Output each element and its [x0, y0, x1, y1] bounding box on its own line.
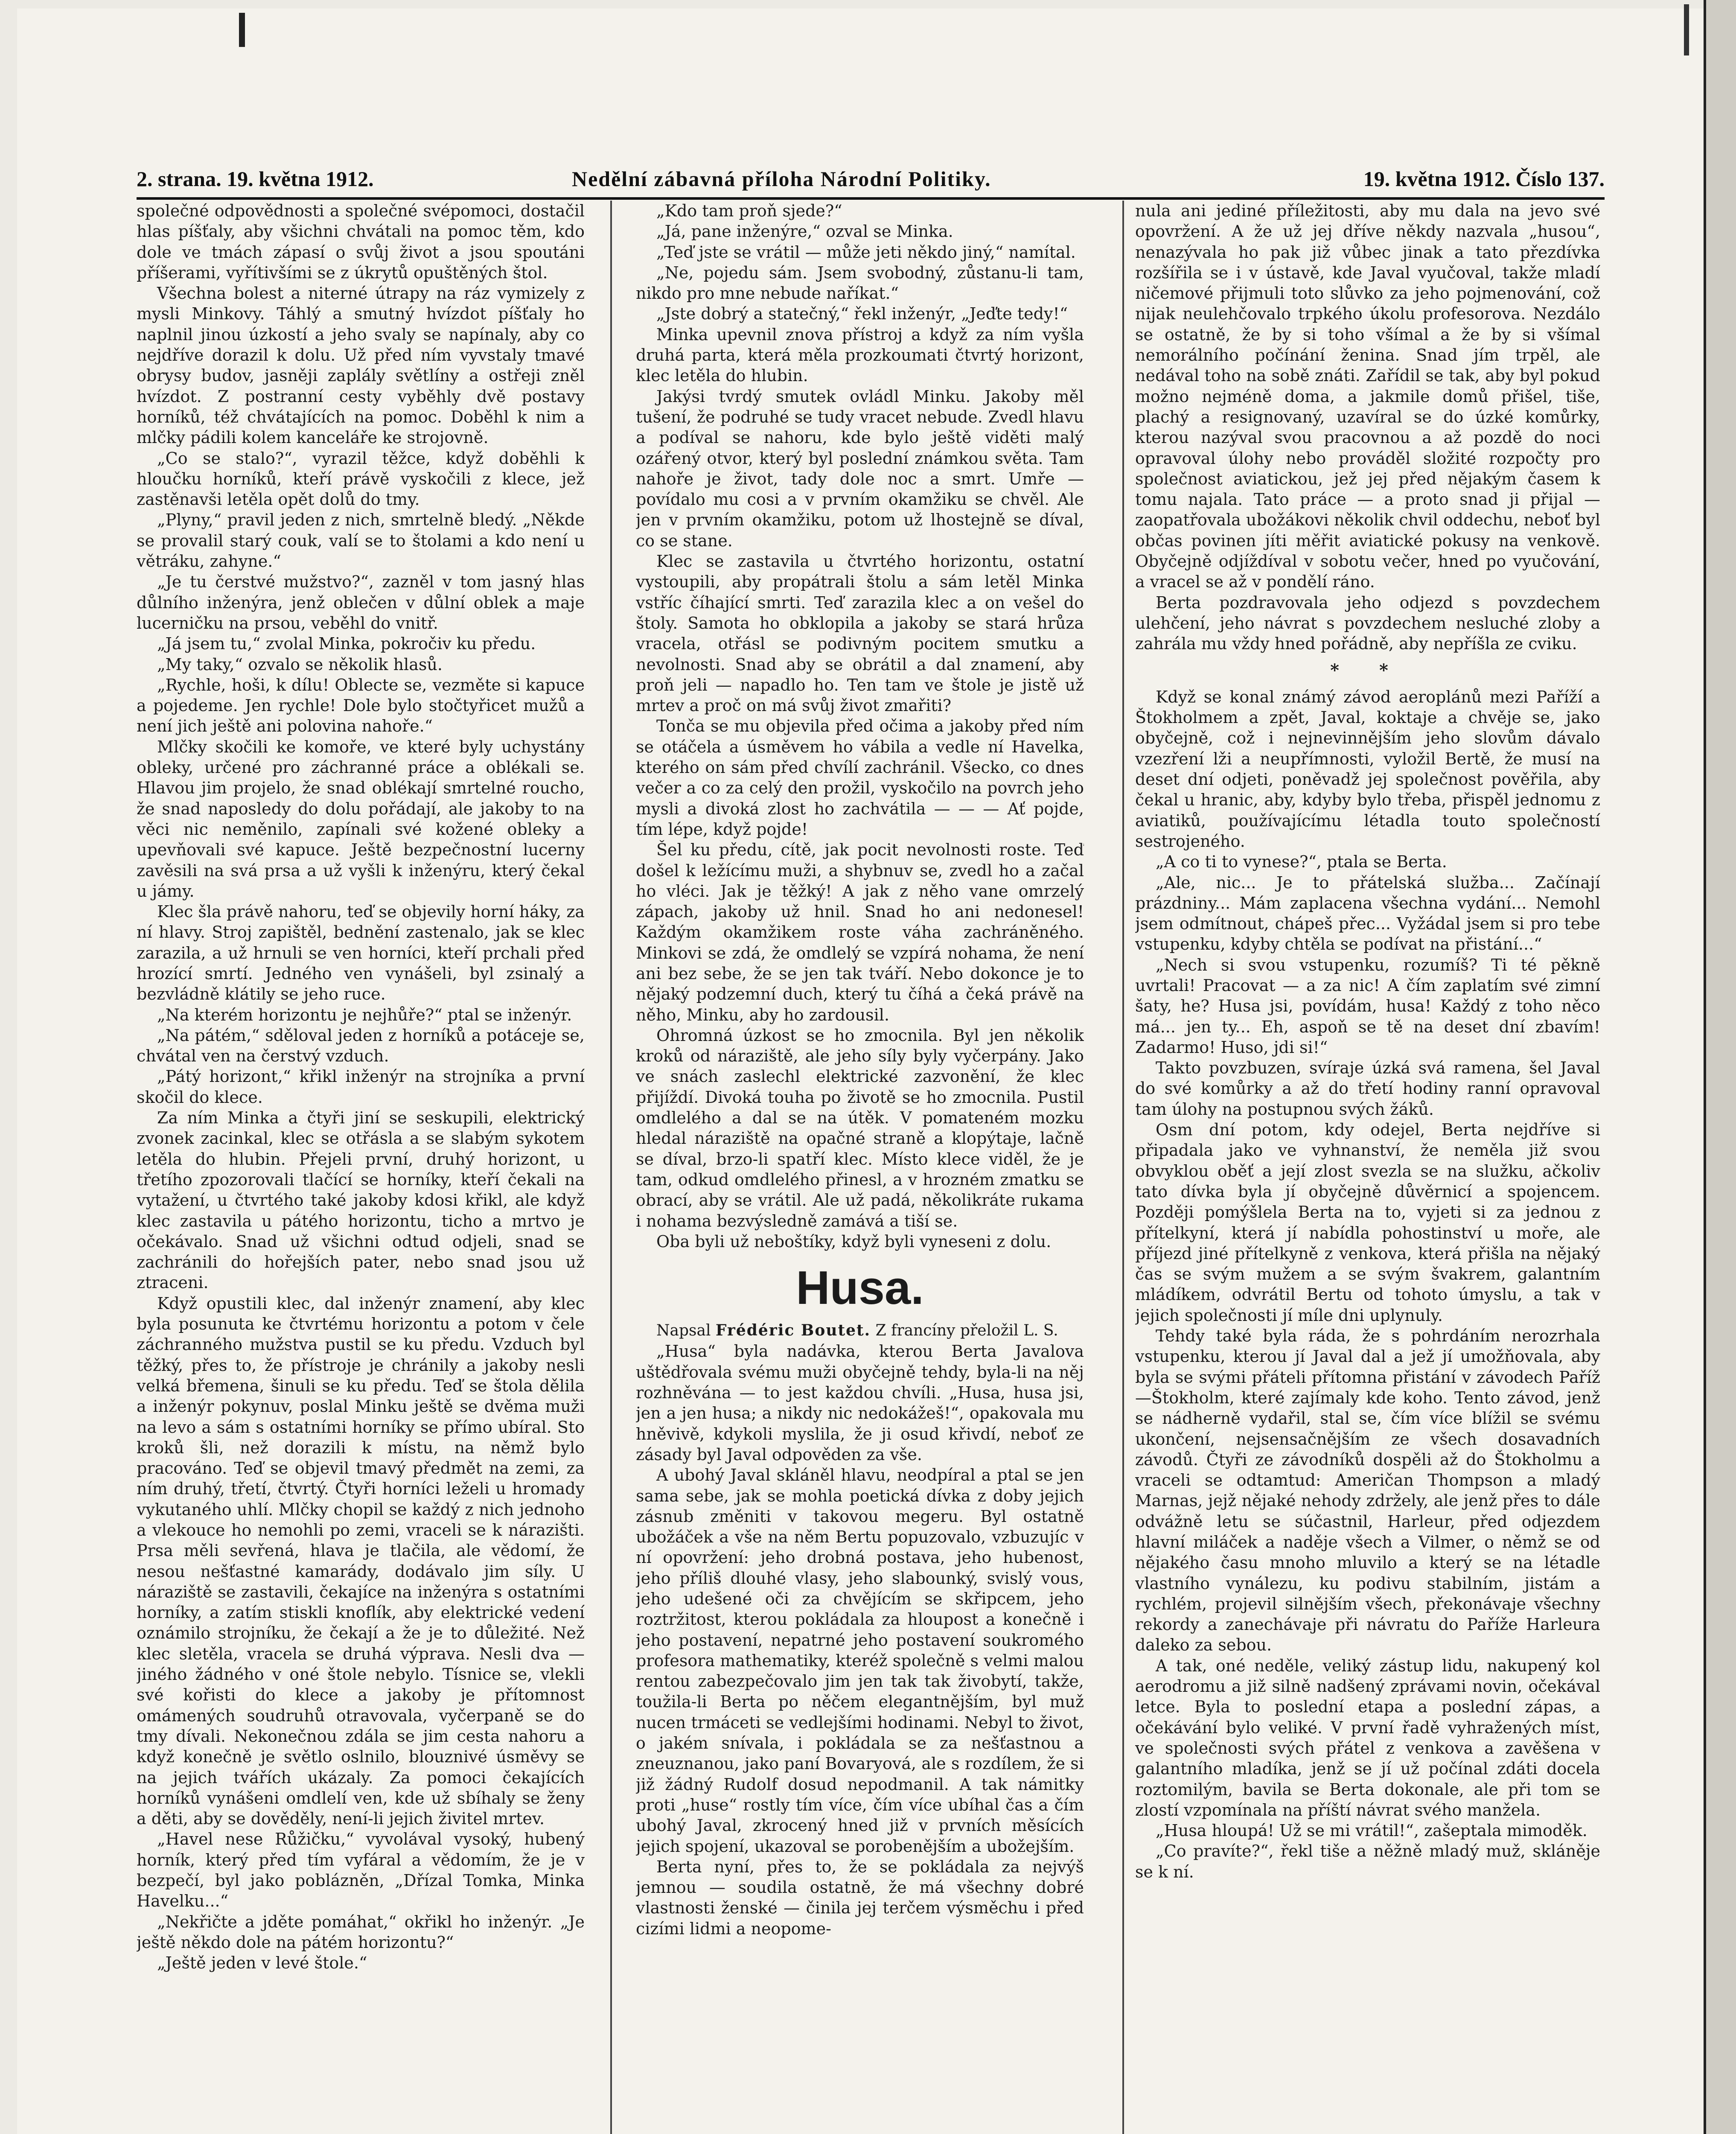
paragraph: Za ním Minka a čtyři jiní se seskupili, elektrický zvonek zacinkal, klec se otřásla a se slabým sykotem letěla do hlubin. Přejeli první, druhý horizont, u třetího zpozorovali tlačící se horníky, kteří čekali na vytažení, u čtvrtého také jakoby kdosi křikl, ale když klec zastavila u pátého horizontu, ticho a mrtvo je očekávalo. Snad už všichni odtud odjeli, snad se zachránili do hořejších pater, nebo snad jsou už ztraceni. — [137, 1108, 585, 1292]
paragraph: „Husa hloupá! Už se mi vrátil!“, zašeptala mimoděk. — [1156, 1821, 1587, 1840]
story-translation: Z francíny přeložil L. S. — [875, 1322, 1058, 1340]
paragraph: „Nech si svou vstupenku, rozumíš? Ti té pěkně uvrtali! Pracovat — a za nic! A čím zaplatím své zimní šaty, he? Husa jsi, povídám, husa! Každý z toho něco má... jen ty... Eh, aspoň se tě na deset dní zbavím! Zadarmo! Huso, jdi si!“ — [1135, 955, 1600, 1057]
paragraph: „Teď jste se vrátil — může jeti někdo jiný,“ namítal. — [656, 242, 1076, 262]
paragraph: Klec se zastavila u čtvrtého horizontu, ostatní vystoupili, aby propátrali štolu a sám letěl Minka vstříc číhající smrti. Teď zarazila klec a on vešel do štoly. Samota ho obklopila a jakoby se stará hrůza vracela, otřásl se podivným pocitem smutku a nevolnosti. Snad aby se obrátil a dal znamení, aby proň jeli — napadlo ho. Ten tam ve štole je jistě už mrtev a proč on má svůj život zmařiti? — [636, 552, 1084, 715]
byline-prefix: Napsal — [656, 1322, 711, 1340]
section-separator: * * — [1330, 660, 1405, 680]
paragraph: „Na pátém,“ sděloval jeden z horníků a potáceje se, chvátal ven na čerstvý vzduch. — [137, 1026, 585, 1066]
paragraph: Berta nyní, přes to, že se pokládala za nejvýš jemnou — soudila ostatně, že má všechny dobré vlastnosti ženské — činila jej terčem výsměchu i před cizími lidmi a neopome- — [636, 1857, 1084, 1938]
paragraph: Mlčky skočili ke komoře, ve které byly uchystány obleky, určené pro záchranné práce a oblékali se. Hlavou jim projelo, že snad oblékají smrtelné roucho, že snad naposledy do dolu pořádají, ale jakoby to na věci nic neměnilo, zapínali své kožené obleky a upevňovali své kapuce. Ještě bezpečnostní lucerny zavěsili na svá prsa a už vyšli k inženýru, který čekal u jámy. — [137, 737, 585, 901]
paragraph: Jakýsi tvrdý smutek ovládl Minku. Jakoby měl tušení, že podruhé se tudy vracet nebude. Zvedl hlavu a podíval se nahoru, kde bylo ještě viděti malý ozářený otvor, který byl poslední známkou světa. Tam nahoře je život, tady dole noc a smrt. Umře — povídalo mu cosi a v prvním okamžiku se chvěl. Ale jen v prvním okamžiku, potom už lhostejně se díval, co se stane. — [636, 387, 1084, 550]
header-publication: Nedělní zábavná příloha Národní Politiky. — [572, 167, 991, 191]
header-rule — [137, 197, 1605, 200]
paragraph: Když opustili klec, dal inženýr znamení, aby klec byla posunuta ke čtvrtému horizontu a potom v čele záchranného mužstva pustil se ku předu. Vzduch byl těžký, přes to, že přístroje je chránily a jakoby nesli velká břemena, šinuli se ku předu. Teď se štola dělila a inženýr pokynuv, poslal Minku ještě se dvěma muži na levo a sám s ostatními horníky se přímo ubíral. Sto kroků šli, než dorazili k místu, na němž bylo pracováno. Teď se objevil tmavý předmět na zemi, za ním druhý, třetí, čtvrtý. Čtyři horníci leželi u hromady vykutaného uhlí. Mlčky chopil se každý z nich jednoho a vlekouce ho nemohli po zemi, vraceli se k nárazišti. Prsa měli sevřená, hlava je tlačila, ale vědomí, že nesou nešťastné kamarády, dodávalo jim síly. U náraziště se zastavili, čekajíce na inženýra s ostatními horníky, a zatím stiskli knoflík, aby elektrické vedení oznámilo strojníku, že čekají a že je to důležité. Než klec sletěla, vracela se druhá výprava. Nesli dva — jiného žádného v oné štole nebylo. Tísnice se, vlekli své kořisti do klece a jakoby je přítomnost omámených soudruhů otravovala, vyčerpaně se do tmy dívali. Nekonečnou zdála se jim cesta nahoru a když konečně je světlo oslnilo, blouznivé úsměvy se na jejich tvářích ukázaly. Za pomoci čekajících horníků vynášeni omdlelí ven, kde už sbíhaly se ženy a děti, aby se dověděly, není-li jejich živitel mrtev. — [137, 1294, 585, 1828]
scan-mark — [239, 13, 245, 47]
paragraph: Šel ku předu, cítě, jak pocit nevolnosti roste. Teď došel k ležícímu muži, a shybnuv se, zvedl ho a začal ho vléci. Jak je těžký! A jak z něho vane omrzelý zápach, jakoby už hnil. Snad ho ani nedonesel! Každým okamžikem roste váha zachráněného. Minkovi se zdá, že omdlelý se vzpírá nohama, že není ani bez sebe, že se jen tak tváří. Nebo dokonce je to nějaký podzemní duch, který tu číhá a čeká právě na něho, Minku, aby ho zardousil. — [636, 840, 1084, 1024]
column-2 — [636, 201, 1084, 2134]
paragraph: „Rychle, hoši, k dílu! Oblecte se, vezměte si kapuce a pojedeme. Jen rychle! Dole bylo stočtyřicet mužů a není jich ještě ani polovina nahoře.“ — [137, 675, 585, 736]
paragraph: Oba byli už neboštíky, když byli vyneseni z dolu. — [656, 1232, 1052, 1251]
header-page-date: 2. strana. 19. května 1912. — [137, 167, 374, 191]
story-title: Husa. — [796, 1262, 924, 1315]
paragraph: Všechna bolest a niterné útrapy na ráz vymizely z mysli Minkovy. Táhlý a smutný hvízdot píšťaly ho naplnil jinou úzkostí a jeho svaly se napínaly, aby co nejdříve dorazil k dolu. Už před ním vyvstaly tmavé obrysy budov, jasněji zaplály světlíny a ostřeji zněl hvízdot. Z postranní cesty vyběhly dvě postavy horníků, též chvátajících na pomoc. Doběhl k nim a mlčky pádili kolem kanceláře ke strojovně. — [137, 284, 585, 447]
paragraph: „Ne, pojedu sám. Jsem svobodný, zůstanu-li tam, nikdo pro mne nebude naříkat.“ — [636, 263, 1084, 303]
column-divider — [610, 201, 612, 2134]
paragraph: Minka upevnil znova přístroj a když za ním vyšla druhá parta, která měla prozkoumati čtvrtý horizont, klec letěla do hlubin. — [636, 325, 1084, 385]
paragraph: „Já, pane inženýre,“ ozval se Minka. — [656, 222, 953, 241]
paragraph: Berta pozdravovala jeho odjezd s povzdechem ulehčení, jeho návrat s povzdechem nesluché zloby a zahrála mu vždy hned pořádně, aby nepříšla ze cviku. — [1135, 593, 1600, 653]
paragraph: „My taky,“ ozvalo se několik hlasů. — [157, 655, 443, 674]
story-author: Frédéric Boutet. — [715, 1321, 871, 1340]
story-byline — [636, 1320, 1084, 1341]
scan-edge — [1704, 0, 1736, 2134]
paragraph: Osm dní potom, kdy odejel, Berta nejdříve si připadala jako ve vyhnanství, že neměla již svou obvyklou oběť a její zlost svezla se na služku, ačkoliv tato dívka byla jí obyčejně důvěrnicí a spojencem. Později pomýšlela Berta na to, vyjeti si za jednou z přítelkyní, která jí nabídla pohostinství u moře, ale příjezd jiné přítelkyně z venkova, která přišla na nějaký čas se svým mužem a se svým švakrem, galantním mládíkem, odvrátil Bertu od tohoto úmyslu, a tak v jejich společnosti jí míle dni uplynuly. — [1135, 1120, 1600, 1325]
paragraph: „Na kterém horizontu je nejhůře?“ ptal se inženýr. — [157, 1005, 572, 1024]
paragraph: „Je tu čerstvé mužstvo?“, zazněl v tom jasný hlas důlního inženýra, jenž oblečen v důlní oblek a maje lucerničku na prsou, veběhl do vnitř. — [137, 572, 585, 633]
scan-mark-right — [1684, 4, 1689, 55]
header-issue: 19. května 1912. Číslo 137. — [1363, 167, 1605, 191]
paragraph: společné odpovědnosti a společné svépomoci, dostačil hlas píšťaly, aby všichni chvátali na pomoc těm, kdo dole ve tmách zápasí o svůj život a jsou spoutáni příšerami, vyřítivšími se z úkrytů opuštěných štol. — [137, 201, 585, 282]
paragraph: „Pátý horizont,“ křikl inženýr na strojníka a první skočil do klece. — [137, 1067, 585, 1107]
column-divider — [1122, 201, 1124, 2134]
paragraph: „Nekřičte a jděte pomáhat,“ okřikl ho inženýr. „Je ještě někdo dole na pátém horizontu?“ — [137, 1912, 585, 1952]
paragraph: „Ale, nic... Je to přátelská služba... Začínají prázdniny... Mám zaplacena všechna vydání... Nemohl jsem odmítnout, chápeš přec... Vyžádal jsem si pro tebe vstupenku, kdyby chtěla se podívat na přistání...“ — [1135, 873, 1600, 954]
paragraph: „Havel nese Růžičku,“ vyvolával vysoký, hubený horník, který před tím vyfáral a vědomím, že je v bezpečí, byl jako poblázněn, „Dřízal Tomka, Minka Havelku...“ — [137, 1830, 585, 1911]
paragraph: „A co ti to vynese?“, ptala se Berta. — [1156, 852, 1447, 872]
paragraph: „Jste dobrý a statečný,“ řekl inženýr, „Jeďte tedy!“ — [656, 304, 1068, 324]
paragraph: Když se konal známý závod aeroplánů mezi Paříží a Štokholmem a zpět, Javal, koktaje a chvěje se, jako obyčejně, což i nejnevinnějším jeho slovům dávalo vzezření lži a neupřímnosti, vyložil Bertě, že musí na deset dní odjeti, poněvadž jej společnost pověřila, aby čekal u hranic, aby, kdyby bylo třeba, přispěl jednomu z aviatiků, používajícímu létadla touto společností sestrojeného. — [1135, 687, 1600, 851]
paragraph: Ohromná úzkost se ho zmocnila. Byl jen několik kroků od náraziště, ale jeho síly byly vyčerpány. Jako ve snách zaslechl elektrické zazvonění, že klec přijíždí. Divoká touha po životě se ho zmocnila. Pustil omdlelého a dal se na útěk. V pomateném mozku hledal náraziště na opačné straně a klopýtaje, lačně se díval, brzo-li spatří klec. Místo klece viděl, že je tam, odkud omdlelého přinesl, a v hrozném zmatku se obrací, aby se vrátil. Ale už padá, několikráte rukama i nohama bezvýsledně zamává a tiší se. — [636, 1026, 1084, 1230]
paragraph: A ubohý Javal skláněl hlavu, neodpíral a ptal se jen sama sebe, jak se mohla poetická dívka z doby jejich zásnub změniti v takovou megeru. Byl ostatně ubožáček a vše na něm Bertu popuzovalo, vzbuzujíc v ní opovržení: jeho drobná postava, jeho hubenost, jeho příliš dlouhé vlasy, jeho slabounký, svislý vous, jeho udešené oči za chvějícím se skřipcem, jeho roztržitost, kterou pokládala za hloupost a konečně i jeho postavení, nepatrné jeho postavení soukromého profesora mathematiky, kteréž společně s velmi malou rentou zabezpečovalo jim jen tak tak živobytí, takže, toužila-li Berta po něčem elegantnějším, byl muž nucen trmáceti se vedlejšími hodinami. Nebyl to život, o jakém snívala, i pokládala se za nešťastnou a zneuznanou, jako paní Bovaryová, ale s rozdílem, že si již žádný Rudolf dosud nepodmanil. A tak námitky proti „huse“ rostly tím více, čím více ubíhal čas a čím ubohý Javal, zkrocený hned již v prvních měsících jejich spojení, ukazoval se porobenějším a ubožejším. — [636, 1466, 1084, 1856]
paragraph: Takto povzbuzen, svíraje úzká svá ramena, šel Javal do své komůrky a až do třetí hodiny ranní opravoval tam úlohy na postupnou svých žáků. — [1135, 1058, 1600, 1119]
paragraph: „Co se stalo?“, vyrazil těžce, když doběhli k hloučku horníků, kteří právě vyskočili z klece, jež zastěnavši letěla opět dolů do tmy. — [137, 449, 585, 509]
paragraph: „Kdo tam proň sjede?“ — [656, 201, 842, 220]
page-header — [137, 162, 1605, 196]
paragraph: Tehdy také byla ráda, že s pohrdáním nerozrhala vstupenku, kterou jí Javal dal a jež jí umožňovala, aby byla se svými přáteli přítomna přistání v závodech Paříž—Štokholm, které zajímaly kde koho. Tento závod, jenž se nádherně vydařil, stal se, čím více blížil se svému ukončení, nejsensačnějším ze všech dosavadních závodů. Čtyři ze závodníků dospěli až do Štokholmu a vraceli se odtamtud: Američan Thompson a mladý Marnas, jejž nějaké nehody zdržely, ale jenž přes to dále odvážně letu se súčastnil, Harleur, před odjezdem hlavní miláček a naděje všech a Vilmer, o němž se od nějakého času mnoho mluvilo a který se na létadle vlastního vynálezu, ku podivu stabilním, jistám a rychlém, projevil silnějším všech, překonávaje všechny rekordy a zanechávaje při návratu do Paříže Harleura daleko za sebou. — [1135, 1326, 1600, 1655]
column-1 — [137, 201, 585, 2134]
paragraph: „Ještě jeden v levé štole.“ — [157, 1953, 367, 1973]
paragraph: A tak, oné neděle, veliký zástup lidu, nakupený kol aerodromu a již silně nadšený zprávami novin, očekával letce. Byla to poslední etapa a poslední zápas, a očekávání bylo veliké. V první řadě vyhražených míst, ve společnosti svých přátel z venkova a zavěšena v galantního mladíka, jenž se jí už počínal zdáti docela roztomilým, bavila se Berta dokonale, ale při tom se zlostí vzpomínala na příští návrat svého manžela. — [1135, 1656, 1600, 1819]
paragraph: Klec šla právě nahoru, teď se objevily horní háky, za ní hlavy. Stroj zapištěl, bednění zastenalo, jak se klec zarazila, a už hrnuli se ven horníci, kteří prchali před hrozící smrtí. Jedného ven vynášeli, byl zsinalý a bezvládně klátily se jeho ruce. — [137, 902, 585, 1004]
paragraph: „Husa“ byla nadávka, kterou Berta Javalova uštědřovala svému muži obyčejně tehdy, byla-li na něj rozhněvána — to jest každou chvíli. „Husa, husa jsi, jen a jen husa; a nikdy nic nedokážeš!“, opakovala mu hněvivě, kdykoli myslila, že ji osud křivdí, neboť ze zásady byl Javal odpověden za vše. — [636, 1342, 1084, 1464]
paragraph: „Co pravíte?“, řekl tiše a něžně mladý muž, skláněje se k ní. — [1135, 1842, 1600, 1881]
paragraph: Tonča se mu objevila před očima a jakoby před ním se otáčela a úsměvem ho vábila a vedle ní Havelka, kterého on sám před chvílí zachránil. Všecko, co dnes večer a co za celý den prožil, vyskočilo na povrch jeho mysli a divoká zlost ho zachvátila — — — Ať pojde, tím lépe, když pojde! — [636, 717, 1084, 839]
paragraph: „Já jsem tu,“ zvolal Minka, pokročiv ku předu. — [157, 634, 536, 653]
paragraph: nula ani jediné příležitosti, aby mu dala na jevo své opovržení. A že už jej dříve někdy nazvala „husou“, nenazývala ho pak již vůbec jinak a tato přezdívka rozšířila se i v ústavě, kde Javal vyučoval, takže mladí ničemové přijmuli toto slůvko za jeho pojmenování, což nijak neulehčovalo trpkého úkolu profesorova. Nezdálo se ostatně, že by si toho všímal a že by si všímal nemorálního počínání ženina. Snad jím trpěl, ale nedával toho na sobě znáti. Zařídil se tak, aby byl pokud možno nejméně doma, a jakmile domů přišel, tiše, plachý a resignovaný, uzavíral se do úzké komůrky, kterou nazýval svou pracovnou a až pozdě do noci opravoval úlohy nebo prováděl složité rozpočty pro společnost aviatickou, jež jej před nějakým časem k tomu najala. Tato práce — a proto snad ji přijal — zaopatřovala ubožákovi několik chvil oddechu, neboť byl občas povinen jíti měřit aviatické pokusy na venkově. Obyčejně odjíždíval v sobotu večer, hned po vyučování, a vracel se až v pondělí ráno. — [1135, 201, 1600, 592]
column-3 — [1135, 201, 1600, 2134]
paragraph: „Plyny,“ pravil jeden z nich, smrtelně bledý. „Někde se provalil starý couk, valí se to štolami a kdo není u větráku, zahyne.“ — [137, 510, 585, 571]
